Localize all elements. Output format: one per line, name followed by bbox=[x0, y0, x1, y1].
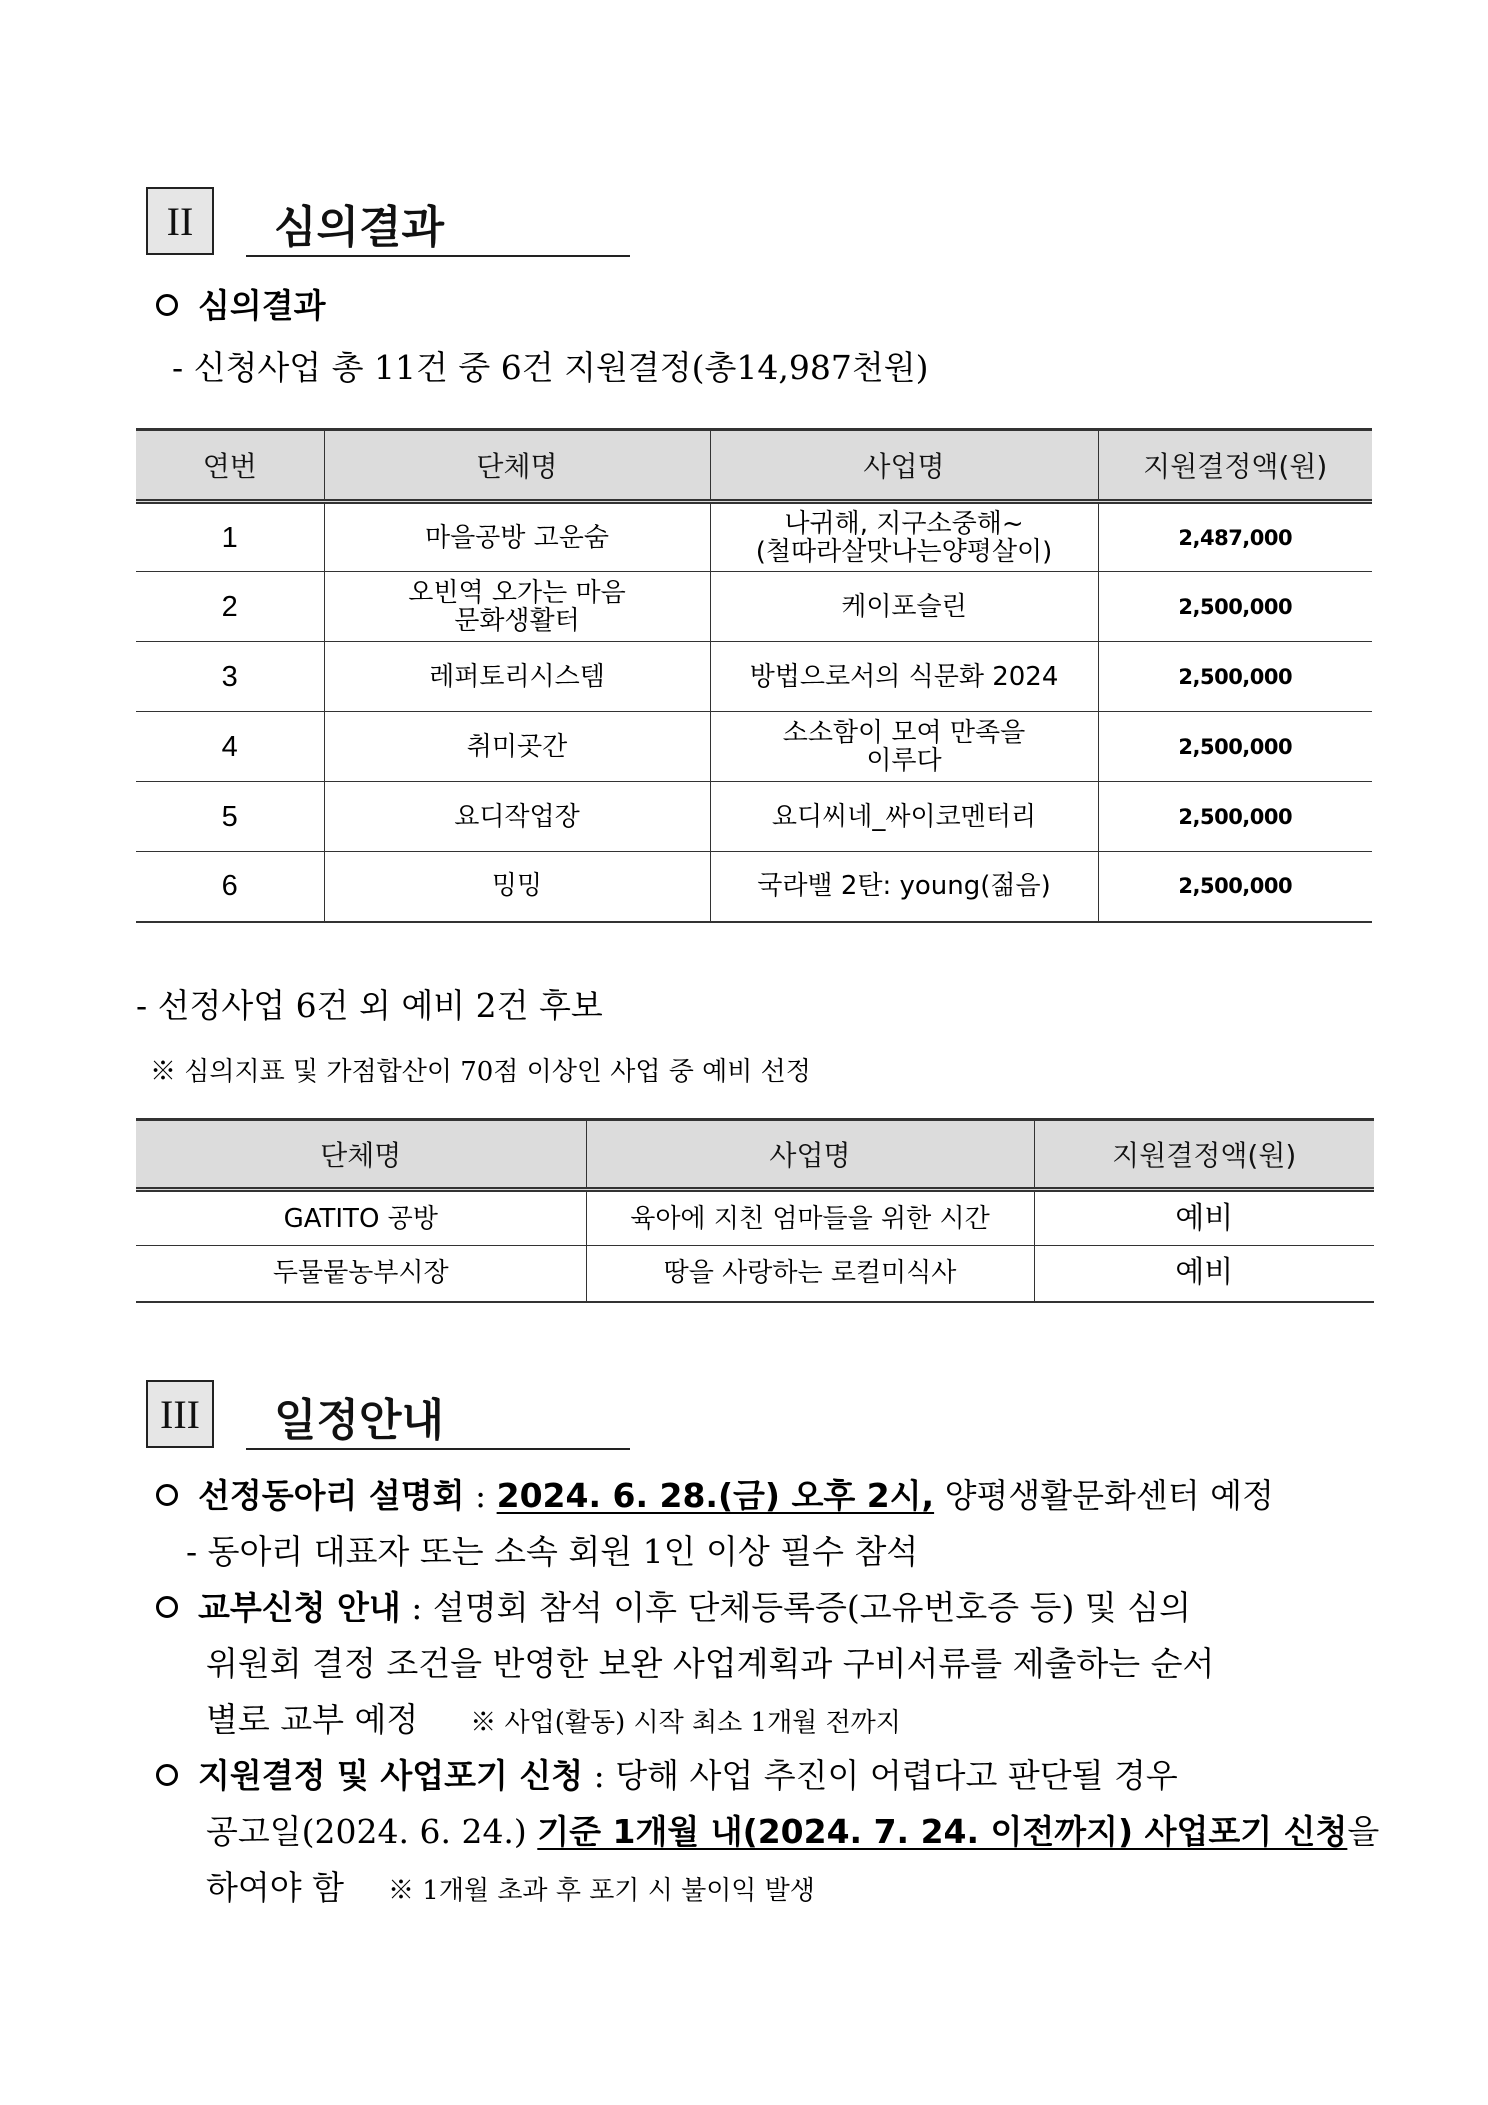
reserve-note: ※ 심의지표 및 가점합산이 70점 이상인 사업 중 예비 선정 bbox=[150, 1057, 811, 1087]
item-label: 교부신청 안내 bbox=[198, 1588, 401, 1627]
row-number: 3 bbox=[136, 642, 324, 712]
item-rest: 양평생활문화센터 예정 bbox=[934, 1476, 1274, 1515]
item-text: 별로 교부 예정 bbox=[206, 1700, 419, 1739]
reserve-line: - 선정사업 6건 외 예비 2건 후보 bbox=[136, 986, 603, 1025]
group-name: 요디작업장 bbox=[324, 782, 710, 852]
group-name: 두물뭍농부시장 bbox=[136, 1246, 586, 1302]
item-note: ※ 사업(활동) 시작 최소 1개월 전까지 bbox=[470, 1708, 901, 1738]
item-sep: : bbox=[464, 1476, 497, 1515]
bullet-heading-text: 심의결과 bbox=[198, 286, 326, 325]
item-text: 을 bbox=[1347, 1812, 1380, 1851]
amount: 2,500,000 bbox=[1098, 572, 1372, 642]
schedule-item-2-line2: 위원회 결정 조건을 반영한 보완 사업계획과 구비서류를 제출하는 순서 bbox=[206, 1644, 1215, 1683]
table-row bbox=[136, 642, 1372, 712]
schedule-item-3 bbox=[156, 1748, 1178, 1804]
reserve-table bbox=[136, 1118, 1374, 1303]
group-name: 레퍼토리시스템 bbox=[324, 642, 710, 712]
col-header: 지원결정액(원) bbox=[1034, 1120, 1374, 1190]
project-name: 땅을 사랑하는 로컬미식사 bbox=[586, 1246, 1034, 1302]
col-header: 사업명 bbox=[710, 430, 1098, 502]
schedule-item-2 bbox=[156, 1580, 1191, 1636]
schedule-item-3-line3 bbox=[206, 1860, 815, 1919]
col-header: 지원결정액(원) bbox=[1098, 430, 1372, 502]
section-underline bbox=[246, 255, 630, 257]
section-3-header bbox=[146, 1380, 630, 1452]
item-emphasis: 2024. 6. 28.(금) 오후 2시, bbox=[496, 1476, 935, 1515]
item-label: 지원결정 및 사업포기 신청 bbox=[198, 1756, 584, 1795]
project-name: 요디씨네_싸이코멘터리 bbox=[710, 782, 1098, 852]
col-header: 연번 bbox=[136, 430, 324, 502]
amount: 2,500,000 bbox=[1098, 642, 1372, 712]
table-row bbox=[136, 782, 1372, 852]
table-row bbox=[136, 852, 1372, 922]
row-number: 5 bbox=[136, 782, 324, 852]
table-row bbox=[136, 1190, 1374, 1246]
results-table bbox=[136, 428, 1372, 923]
section-2-header bbox=[146, 187, 630, 259]
col-header: 사업명 bbox=[586, 1120, 1034, 1190]
circle-bullet-icon bbox=[156, 294, 178, 316]
section-title: 일정안내 bbox=[274, 1395, 445, 1446]
group-name: 마을공방 고운숨 bbox=[324, 502, 710, 572]
circle-bullet-icon bbox=[156, 1764, 178, 1786]
row-number: 6 bbox=[136, 852, 324, 922]
table-row bbox=[136, 572, 1372, 642]
item-text: : 설명회 참석 이후 단체등록증(고유번호증 등) 및 심의 bbox=[400, 1588, 1191, 1627]
project-name: 케이포슬린 bbox=[710, 572, 1098, 642]
item-text: 공고일(2024. 6. 24.) bbox=[206, 1812, 538, 1851]
row-number: 4 bbox=[136, 712, 324, 782]
amount: 예비 bbox=[1034, 1246, 1374, 1302]
table-row bbox=[136, 712, 1372, 782]
section-number-box: II bbox=[146, 187, 214, 255]
schedule-item-2-line3 bbox=[206, 1692, 901, 1751]
item-label: 선정동아리 설명회 bbox=[198, 1476, 465, 1515]
col-header: 단체명 bbox=[324, 430, 710, 502]
item-text: 하여야 함 bbox=[206, 1868, 345, 1907]
schedule-item-1-sub: - 동아리 대표자 또는 소속 회원 1인 이상 필수 참석 bbox=[186, 1532, 919, 1571]
circle-bullet-icon bbox=[156, 1596, 178, 1618]
amount: 2,500,000 bbox=[1098, 712, 1372, 782]
project-name: 소소함이 모여 만족을 이루다 bbox=[710, 712, 1098, 782]
group-name: 오빈역 오가는 마음 문화생활터 bbox=[324, 572, 710, 642]
circle-bullet-icon bbox=[156, 1484, 178, 1506]
item-emphasis: 기준 1개월 내(2024. 7. 24. 이전까지) 사업포기 신청 bbox=[537, 1812, 1348, 1851]
row-number: 1 bbox=[136, 502, 324, 572]
item-text: : 당해 사업 추진이 어렵다고 판단될 경우 bbox=[583, 1756, 1178, 1795]
group-name: GATITO 공방 bbox=[136, 1190, 586, 1246]
section-number-box: III bbox=[146, 1380, 214, 1448]
schedule-item-3-line2 bbox=[206, 1804, 1379, 1860]
project-name: 나귀해, 지구소중해~ (철따라살맛나는양평살이) bbox=[710, 502, 1098, 572]
group-name: 취미곳간 bbox=[324, 712, 710, 782]
amount: 2,487,000 bbox=[1098, 502, 1372, 572]
table-row bbox=[136, 502, 1372, 572]
amount: 2,500,000 bbox=[1098, 852, 1372, 922]
section-title: 심의결과 bbox=[274, 202, 445, 253]
bullet-heading bbox=[156, 278, 326, 334]
amount: 2,500,000 bbox=[1098, 782, 1372, 852]
col-header: 단체명 bbox=[136, 1120, 586, 1190]
schedule-item-1 bbox=[156, 1468, 1274, 1524]
amount: 예비 bbox=[1034, 1190, 1374, 1246]
table-row bbox=[136, 1246, 1374, 1302]
row-number: 2 bbox=[136, 572, 324, 642]
summary-line: - 신청사업 총 11건 중 6건 지원결정(총14,987천원) bbox=[172, 348, 929, 387]
project-name: 육아에 지친 엄마들을 위한 시간 bbox=[586, 1190, 1034, 1246]
item-note: ※ 1개월 초과 후 포기 시 불이익 발생 bbox=[388, 1876, 815, 1906]
project-name: 방법으로서의 식문화 2024 bbox=[710, 642, 1098, 712]
group-name: 밍밍 bbox=[324, 852, 710, 922]
section-underline bbox=[246, 1448, 630, 1450]
project-name: 국라밸 2탄: young(젊음) bbox=[710, 852, 1098, 922]
